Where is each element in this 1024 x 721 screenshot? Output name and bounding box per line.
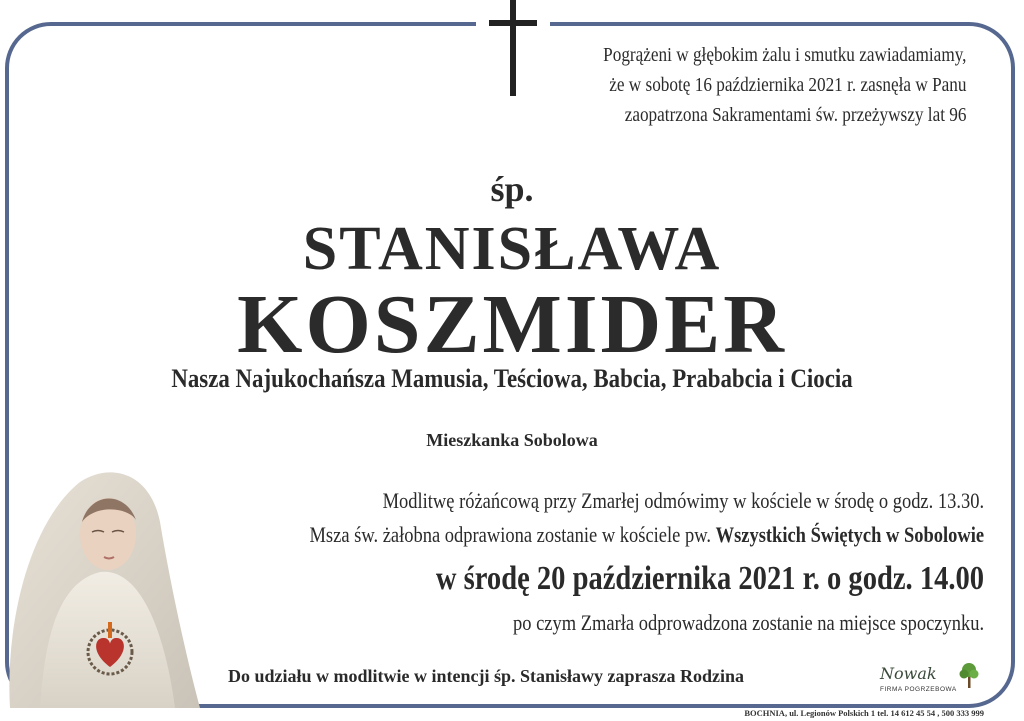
mass-line: [309, 518, 984, 552]
family-line: Nasza Najukochańsza Mamusia, Teściowa, Babcia, Prababcia i Ciocia: [171, 364, 853, 393]
madonna-image: [0, 462, 200, 708]
last-name: KOSZMIDER: [237, 278, 787, 371]
ceremony-details: [181, 484, 984, 640]
rosary-line: Modlitwę różańcową przy Zmarłej odmówimy w kościele w środę o godz. 13.30.: [382, 488, 984, 513]
name-prefix: śp.: [490, 169, 534, 209]
residence: Mieszkanka Sobolowa: [426, 430, 598, 450]
tree-icon: [958, 662, 980, 688]
intro-line: Pogrążeni w głębokim żalu i smutku zawiadamiamy,: [602, 44, 966, 66]
intro-text: [603, 40, 966, 130]
invitation: Do udziału w modlitwie w intencji śp. Stanisławy zaprasza Rodzina: [228, 666, 745, 686]
funeral-datetime: w środę 20 października 2021 r. o godz. 14.00: [435, 560, 984, 597]
funeral-home-logo: [880, 664, 980, 694]
logo-name: Nowak: [880, 664, 937, 683]
intro-line: że w sobotę 16 października 2021 r. zasnęła w Panu: [608, 74, 966, 96]
footer-contact: BOCHNIA, ul. Legionów Polskich 1 tel. 14 612 45 54 , 500 333 999: [744, 708, 984, 718]
intro-line: zaopatrzona Sakramentami św. przeżywszy lat 96: [624, 104, 966, 126]
first-name: STANISŁAWA: [302, 215, 722, 283]
logo-subtitle: FIRMA POGRZEBOWA: [880, 686, 957, 693]
mass-prefix: Msza św. żałobna odprawiona zostanie w kościele pw.: [309, 522, 711, 547]
church-name: Wszystkich Świętych w Sobolowie: [715, 522, 984, 547]
burial-line: po czym Zmarła odprowadzona zostanie na miejsce spoczynku.: [512, 610, 984, 635]
